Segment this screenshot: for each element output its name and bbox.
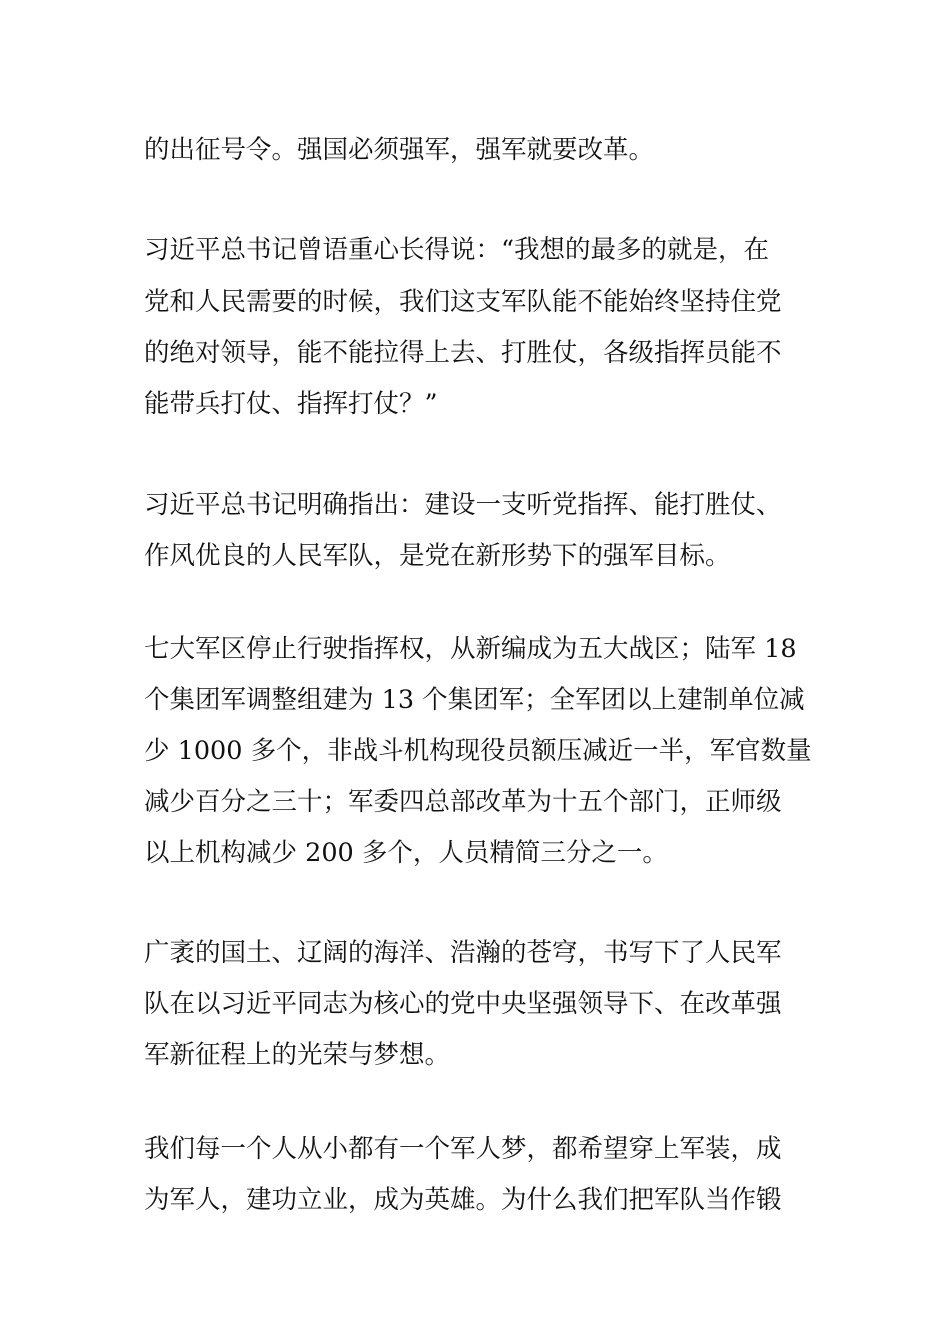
text-line: 少 1000 多个，非战斗机构现役员额压减近一半，军官数量 bbox=[144, 736, 812, 766]
text-line: 七大军区停止行驶指挥权，从新编成为五大战区；陆军 18 bbox=[144, 634, 797, 664]
text-line: 的绝对领导，能不能拉得上去、打胜仗，各级指挥员能不 bbox=[144, 338, 782, 368]
text-line: 习近平总书记曾语重心长得说：“我想的最多的就是，在 bbox=[144, 235, 770, 265]
text-line: 军新征程上的光荣与梦想。 bbox=[144, 1040, 451, 1070]
text-line: 广袤的国土、辽阔的海洋、浩瀚的苍穹，书写下了人民军 bbox=[144, 938, 782, 968]
text-line: 我们每一个人从小都有一个军人梦，都希望穿上军装，成 bbox=[144, 1134, 782, 1164]
text-line: 以上机构减少 200 多个，人员精简三分之一。 bbox=[144, 838, 668, 868]
text-line: 减少百分之三十；军委四总部改革为十五个部门，正师级 bbox=[144, 787, 782, 817]
text-line: 个集团军调整组建为 13 个集团军；全军团以上建制单位减 bbox=[144, 685, 805, 715]
text-line: 的出征号令。强国必须强军，强军就要改革。 bbox=[144, 135, 655, 165]
text-line: 能带兵打仗、指挥打仗？” bbox=[144, 389, 438, 419]
text-line: 党和人民需要的时候，我们这支军队能不能始终坚持住党 bbox=[144, 287, 782, 317]
text-line: 队在以习近平同志为核心的党中央坚强领导下、在改革强 bbox=[144, 989, 782, 1019]
text-line: 为军人，建功立业，成为英雄。为什么我们把军队当作锻 bbox=[144, 1185, 782, 1215]
text-line: 作风优良的人民军队，是党在新形势下的强军目标。 bbox=[144, 541, 731, 571]
text-line: 习近平总书记明确指出：建设一支听党指挥、能打胜仗、 bbox=[144, 490, 782, 520]
